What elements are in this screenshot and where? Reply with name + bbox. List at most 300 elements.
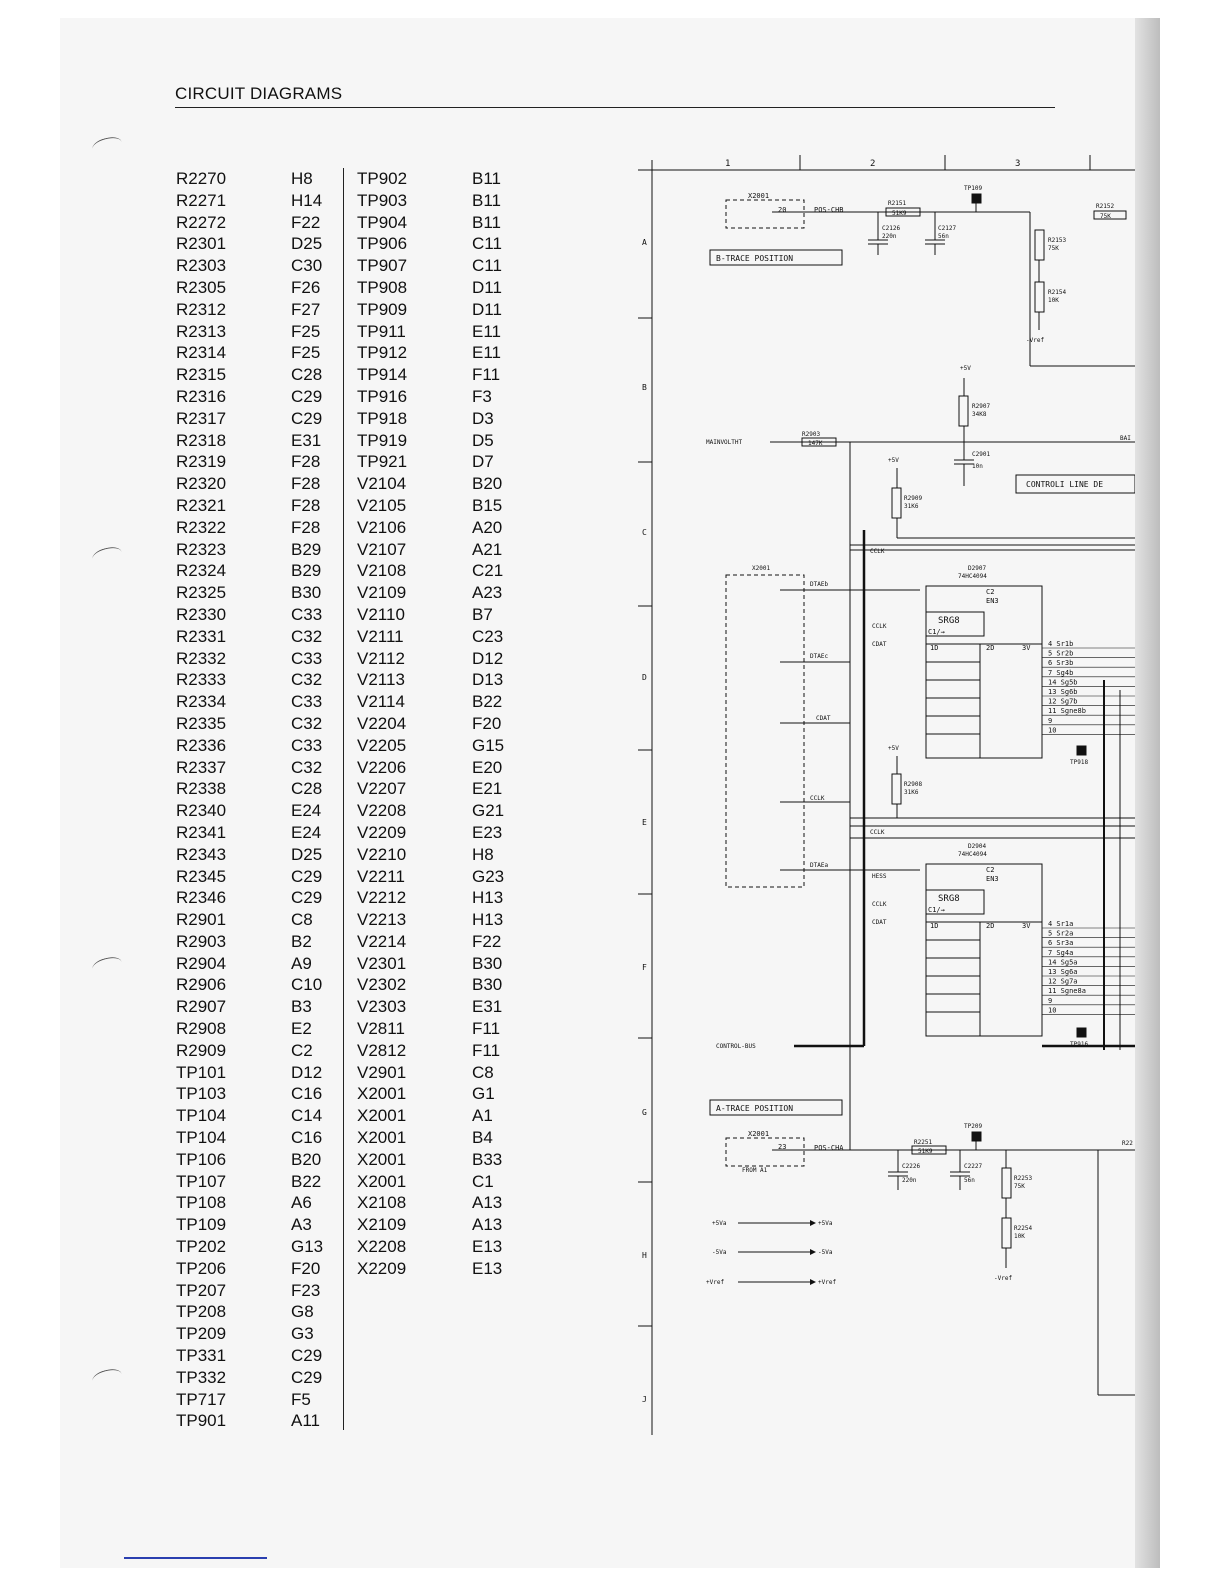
test-point-label: TP109 [964, 185, 983, 192]
grid-location: B20 [472, 474, 503, 494]
grid-location: G13 [291, 1237, 324, 1257]
grid-location: A13 [472, 1193, 503, 1213]
grid-location: F25 [291, 321, 321, 341]
page-edge-shadow [1135, 18, 1160, 1568]
resistor-value: 75K [1100, 213, 1111, 220]
component-reference: V2114 [357, 692, 405, 712]
output-pin-label: 9 [1048, 996, 1053, 1005]
resistor-r2154 [1035, 282, 1044, 312]
pin-label: 3V [1022, 922, 1031, 930]
component-reference: TP332 [176, 1367, 227, 1387]
column-divider [343, 168, 344, 1430]
component-reference: X2001 [357, 1128, 407, 1148]
grid-location: A20 [472, 517, 503, 537]
component-reference: X2001 [357, 1149, 407, 1169]
ic-label: D2907 [968, 565, 987, 572]
component-reference: X2001 [357, 1084, 407, 1104]
supply-label: -5Va [818, 1249, 833, 1256]
component-reference: V2111 [357, 626, 404, 646]
grid-location: A23 [472, 583, 503, 603]
clock-label: C1/→ [928, 906, 945, 914]
component-reference: R2270 [176, 169, 227, 188]
grid-location: H8 [472, 844, 494, 864]
component-reference: R2322 [176, 517, 227, 537]
grid-location: C28 [291, 779, 323, 799]
signal-label: DTAEc [810, 653, 829, 660]
output-pin-label: 6 Sr3b [1048, 659, 1074, 668]
grid-location: F27 [291, 299, 321, 319]
row-letter: C [642, 528, 647, 537]
grid-location: D12 [472, 648, 504, 668]
page-title: CIRCUIT DIAGRAMS [175, 84, 343, 103]
grid-location: C32 [291, 757, 323, 777]
circuit-schematic [630, 150, 1135, 1450]
grid-location: H8 [291, 169, 313, 188]
grid-location: F3 [472, 386, 492, 406]
signal-label: POS-CHA [814, 1144, 844, 1152]
component-reference: R2318 [176, 430, 227, 450]
srg8-label: SRG8 [938, 616, 960, 626]
component-reference: TP908 [357, 277, 408, 297]
row-letter: F [642, 963, 647, 972]
component-reference: R2312 [176, 299, 227, 319]
resistor-r2908 [892, 774, 901, 804]
grid-location: G23 [472, 866, 505, 886]
resistor-value: 75K [1048, 245, 1059, 252]
resistor-value: 75K [1014, 1183, 1025, 1190]
component-reference: X2109 [357, 1215, 407, 1235]
grid-location: F5 [291, 1389, 311, 1409]
output-pin-label: 10 [1048, 726, 1057, 735]
grid-location: B15 [472, 495, 503, 515]
grid-location: B7 [472, 604, 493, 624]
component-reference: R2301 [176, 234, 227, 254]
col-number: 3 [1015, 159, 1021, 169]
clock-label: C1/→ [928, 628, 945, 636]
resistor-r2254 [1002, 1218, 1011, 1248]
component-reference: TP104 [176, 1128, 227, 1148]
grid-location: B4 [472, 1128, 493, 1148]
row-letter: E [642, 818, 647, 827]
grid-location: D12 [291, 1062, 323, 1082]
component-reference: R2272 [176, 212, 227, 232]
grid-location: B11 [472, 212, 501, 232]
component-reference: TP907 [357, 256, 408, 276]
component-reference: TP101 [176, 1062, 227, 1082]
row-letter: B [642, 383, 647, 392]
capacitor-value: 56n [938, 233, 949, 240]
component-reference: R2336 [176, 735, 227, 755]
row-letter: A [642, 238, 647, 247]
test-point-tp109 [972, 194, 981, 203]
capacitor-label: C2901 [972, 451, 991, 458]
component-reference: V2214 [357, 931, 407, 951]
grid-location: A6 [291, 1193, 312, 1213]
resistor-label: R2154 [1048, 289, 1067, 296]
grid-location: B22 [291, 1171, 322, 1191]
resistor-label: R2909 [904, 495, 923, 502]
component-reference: R2334 [176, 692, 227, 712]
resistor-label: R2153 [1048, 237, 1067, 244]
supply-label: -Vref [1026, 337, 1045, 344]
component-reference: TP108 [176, 1193, 227, 1213]
grid-location: C29 [291, 1367, 323, 1387]
resistor-value: 10K [1014, 1233, 1025, 1240]
component-reference: R2903 [176, 931, 227, 951]
header-rule [175, 107, 1055, 108]
pin-number: 20 [778, 206, 787, 214]
grid-location: C32 [291, 670, 323, 690]
signal-label: CCLK [872, 623, 887, 630]
grid-location: C28 [291, 365, 323, 385]
grid-location: G8 [291, 1302, 314, 1322]
component-reference: R2317 [176, 408, 227, 428]
resistor-value: 10K [1048, 297, 1059, 304]
component-reference: TP107 [176, 1171, 227, 1191]
grid-location: F11 [472, 365, 501, 385]
resistor-value: 31K6 [904, 503, 919, 510]
connector-label: X2001 [748, 192, 770, 200]
grid-location: D13 [472, 670, 504, 690]
component-reference: TP906 [357, 234, 408, 254]
component-reference: TP921 [357, 452, 408, 472]
grid-location: B30 [472, 953, 503, 973]
grid-location: C11 [472, 256, 502, 276]
component-reference: X2001 [357, 1106, 407, 1126]
connector-x2001 [726, 1138, 804, 1166]
component-reference: X2108 [357, 1193, 407, 1213]
grid-location: D11 [472, 299, 502, 319]
signal-label: CDAT [816, 715, 831, 722]
component-reference: R2330 [176, 604, 227, 624]
grid-location: C30 [291, 256, 323, 276]
component-reference: TP331 [176, 1346, 227, 1366]
output-pin-label: 7 Sg4b [1048, 668, 1074, 677]
resistor-label: R2152 [1096, 203, 1115, 210]
grid-location: B20 [291, 1149, 322, 1169]
component-reference: R2906 [176, 975, 227, 995]
component-reference: V2109 [357, 583, 407, 603]
grid-location: B29 [291, 539, 322, 559]
grid-location: C8 [291, 910, 313, 930]
grid-location: C29 [291, 408, 323, 428]
resistor-label: R2903 [802, 431, 821, 438]
component-reference: X2209 [357, 1258, 407, 1278]
output-pin-label: 4 Sr1b [1048, 640, 1074, 648]
grid-location: E31 [472, 997, 503, 1017]
component-reference: TP904 [357, 212, 408, 232]
resistor-value: 34K8 [972, 411, 987, 418]
grid-location: F28 [291, 452, 321, 472]
output-pin-label: 14 Sg5a [1048, 958, 1078, 967]
signal-label: CCLK [872, 901, 887, 908]
resistor-r2253 [1002, 1168, 1011, 1198]
component-reference: R2316 [176, 386, 227, 406]
resistor-value: 31K6 [904, 789, 919, 796]
grid-location: A1 [472, 1106, 493, 1126]
grid-location: F26 [291, 277, 321, 297]
component-reference: TP103 [176, 1084, 227, 1104]
resistor-r2153 [1035, 230, 1044, 260]
ic-label: D2904 [968, 843, 987, 850]
test-point-label: TP916 [1070, 1041, 1089, 1048]
col-number: 1 [725, 159, 731, 169]
grid-location: C23 [472, 626, 504, 646]
test-point-tp918 [1077, 746, 1086, 755]
pin-label: 1D [930, 644, 939, 652]
grid-location: B2 [291, 931, 312, 951]
grid-location: C33 [291, 604, 323, 624]
resistor-label: R2908 [904, 781, 923, 788]
component-reference: TP918 [357, 408, 408, 428]
grid-location: C11 [472, 234, 502, 254]
test-point-tp916 [1077, 1028, 1086, 1037]
grid-location: G21 [472, 801, 505, 821]
grid-location: E11 [472, 321, 501, 341]
component-reference: R2909 [176, 1040, 227, 1060]
component-reference: R2345 [176, 866, 227, 886]
supply-label: +5V [960, 365, 971, 372]
output-pin-label: 13 Sg6a [1048, 968, 1078, 976]
a-trace-label: A-TRACE POSITION [716, 1104, 794, 1113]
component-reference: TP717 [176, 1389, 227, 1409]
pin-label: EN3 [986, 875, 999, 883]
output-pin-label: 14 Sg5b [1048, 678, 1078, 687]
component-reference: TP903 [357, 190, 408, 210]
component-reference: R2305 [176, 277, 227, 297]
grid-location: C29 [291, 1346, 323, 1366]
test-point-label: TP209 [964, 1123, 983, 1130]
pin-label: 3V [1022, 644, 1031, 652]
component-reference: V2106 [357, 517, 407, 537]
capacitor-value: 10n [972, 463, 983, 470]
grid-location: E21 [472, 779, 503, 799]
component-reference: R2315 [176, 365, 227, 385]
component-reference: R2323 [176, 539, 227, 559]
capacitor-label: C2127 [938, 225, 957, 232]
output-pin-label: 7 Sg4a [1048, 948, 1074, 957]
grid-location: D11 [472, 277, 502, 297]
grid-location: A3 [291, 1215, 312, 1235]
component-reference: TP902 [357, 169, 408, 188]
component-reference: V2303 [357, 997, 407, 1017]
footer-rule [124, 1557, 267, 1559]
component-reference: R2908 [176, 1019, 227, 1039]
component-reference: R2314 [176, 343, 227, 363]
grid-location: H13 [472, 910, 504, 930]
grid-location: C32 [291, 626, 323, 646]
grid-location: F28 [291, 495, 321, 515]
grid-location: C33 [291, 692, 323, 712]
grid-location: E11 [472, 343, 501, 363]
grid-location: A21 [472, 539, 503, 559]
component-reference: TP208 [176, 1302, 227, 1322]
component-reference: V2207 [357, 779, 407, 799]
grid-location: D5 [472, 430, 494, 450]
component-reference: TP106 [176, 1149, 227, 1169]
component-reference: R2333 [176, 670, 227, 690]
grid-location: C33 [291, 735, 323, 755]
grid-location: E13 [472, 1237, 503, 1257]
grid-location: C29 [291, 888, 323, 908]
bus-label: CONTROL-BUS [716, 1043, 756, 1050]
pin-label: 2D [986, 922, 995, 930]
component-reference: R2313 [176, 321, 227, 341]
grid-location: F22 [291, 212, 321, 232]
signal-label: CDAT [872, 919, 887, 926]
component-reference: TP912 [357, 343, 408, 363]
grid-location: E23 [472, 822, 503, 842]
grid-location: F11 [472, 1040, 501, 1060]
test-point-label: TP918 [1070, 759, 1089, 766]
component-reference: V2811 [357, 1019, 405, 1039]
connector-label: X2001 [748, 1130, 770, 1138]
supply-label: +5V [888, 457, 899, 464]
index-column-references [357, 168, 407, 1280]
capacitor-label: C2227 [964, 1163, 983, 1170]
signal-label: FROM A1 [742, 1167, 768, 1174]
signal-label: HESS [872, 873, 887, 880]
grid-location: F22 [472, 931, 502, 951]
grid-location: C10 [291, 975, 323, 995]
index-column-locations [291, 168, 323, 1432]
row-letter: H [642, 1251, 647, 1260]
grid-location: C16 [291, 1084, 323, 1104]
output-pin-label: 12 Sg7b [1048, 697, 1078, 706]
component-reference: R2324 [176, 561, 227, 581]
component-reference: TP909 [357, 299, 408, 319]
component-reference: V2208 [357, 801, 407, 821]
connector-x2001 [726, 200, 804, 228]
resistor-label: R2253 [1014, 1175, 1033, 1182]
output-pin-label: 5 Sr2b [1048, 649, 1074, 658]
grid-location: E24 [291, 801, 322, 821]
grid-location: C1 [472, 1171, 494, 1191]
capacitor-label: C2126 [882, 225, 901, 232]
grid-location: B11 [472, 169, 501, 188]
grid-location: C32 [291, 713, 323, 733]
pin-label: 1D [930, 922, 939, 930]
grid-location: H13 [472, 888, 504, 908]
output-pin-label: 11 Sgne8b [1048, 707, 1086, 716]
component-reference: V2110 [357, 604, 405, 624]
component-reference: V2901 [357, 1062, 407, 1082]
signal-label: MAINVOLTHT [706, 439, 743, 446]
pin-label: EN3 [986, 597, 999, 605]
grid-location: D7 [472, 452, 494, 472]
grid-location: G15 [472, 735, 505, 755]
pin-label: C2 [986, 866, 995, 874]
signal-label: DTAEa [810, 862, 829, 869]
signal-label: POS-CHB [814, 206, 844, 214]
grid-location: B30 [291, 583, 322, 603]
output-pin-label: 13 Sg6b [1048, 688, 1078, 696]
grid-location: H14 [291, 190, 323, 210]
grid-location: D25 [291, 234, 323, 254]
capacitor-label: C2226 [902, 1163, 921, 1170]
component-reference: R2271 [176, 190, 227, 210]
component-reference: V2104 [357, 474, 407, 494]
grid-location: E24 [291, 822, 322, 842]
grid-location: C29 [291, 866, 323, 886]
pin-number: 23 [778, 1143, 787, 1151]
row-letter: D [642, 673, 647, 682]
component-reference: V2113 [357, 670, 405, 690]
grid-location: B11 [472, 190, 501, 210]
signal-label: CCLK [870, 548, 885, 555]
component-reference: V2105 [357, 495, 407, 515]
component-reference: V2211 [357, 866, 405, 886]
grid-location: F20 [472, 713, 502, 733]
capacitor-value: 220n [902, 1177, 917, 1184]
grid-location: B33 [472, 1149, 503, 1169]
component-reference: V2205 [357, 735, 407, 755]
grid-location: C8 [472, 1062, 494, 1082]
capacitor-value: 56n [964, 1177, 975, 1184]
grid-location: D3 [472, 408, 494, 428]
component-reference: TP209 [176, 1324, 227, 1344]
output-pin-label: 12 Sg7a [1048, 977, 1078, 986]
component-reference: R2319 [176, 452, 227, 472]
resistor-r2907 [959, 396, 968, 426]
output-pin-label: 11 Sgne8a [1048, 987, 1086, 996]
resistor-label: R2907 [972, 403, 991, 410]
component-reference: V2206 [357, 757, 407, 777]
component-reference: V2812 [357, 1040, 407, 1060]
col-number: 2 [870, 159, 876, 169]
component-reference: V2210 [357, 844, 407, 864]
component-reference: R2331 [176, 626, 227, 646]
grid-location: G3 [291, 1324, 314, 1344]
srg8-label: SRG8 [938, 894, 960, 904]
component-reference: V2209 [357, 822, 407, 842]
output-pin-label: 9 [1048, 716, 1053, 725]
output-pin-label: 5 Sr2a [1048, 929, 1074, 938]
component-reference: R2325 [176, 583, 227, 603]
component-reference: X2208 [357, 1237, 407, 1257]
grid-location: B30 [472, 975, 503, 995]
component-reference: TP207 [176, 1280, 227, 1300]
component-reference: TP901 [176, 1411, 227, 1431]
capacitor-value: 220n [882, 233, 897, 240]
grid-location: F28 [291, 474, 321, 494]
component-reference: R2343 [176, 844, 227, 864]
component-reference: R2332 [176, 648, 227, 668]
signal-label: CDAT [872, 641, 887, 648]
supply-label: +Vref [818, 1279, 837, 1286]
component-reference: TP916 [357, 386, 408, 406]
grid-location: E20 [472, 757, 503, 777]
row-letter: J [642, 1395, 647, 1404]
grid-location: C16 [291, 1128, 323, 1148]
component-reference: TP104 [176, 1106, 227, 1126]
output-pin-label: 4 Sr1a [1048, 920, 1074, 928]
signal-label: CCLK [810, 795, 825, 802]
resistor-value: 51K9 [918, 1148, 933, 1155]
connector-x2001 [726, 575, 804, 887]
resistor-label: R2251 [914, 1139, 933, 1146]
grid-location: F25 [291, 343, 321, 363]
component-reference: TP202 [176, 1237, 227, 1257]
component-reference: R2338 [176, 779, 227, 799]
resistor-label: R2151 [888, 200, 907, 207]
component-reference: V2204 [357, 713, 407, 733]
component-reference: R2335 [176, 713, 227, 733]
output-pin-label: 10 [1048, 1006, 1057, 1015]
grid-location: F11 [472, 1019, 501, 1039]
supply-label: -5Va [712, 1249, 727, 1256]
test-point-tp209 [972, 1132, 981, 1141]
